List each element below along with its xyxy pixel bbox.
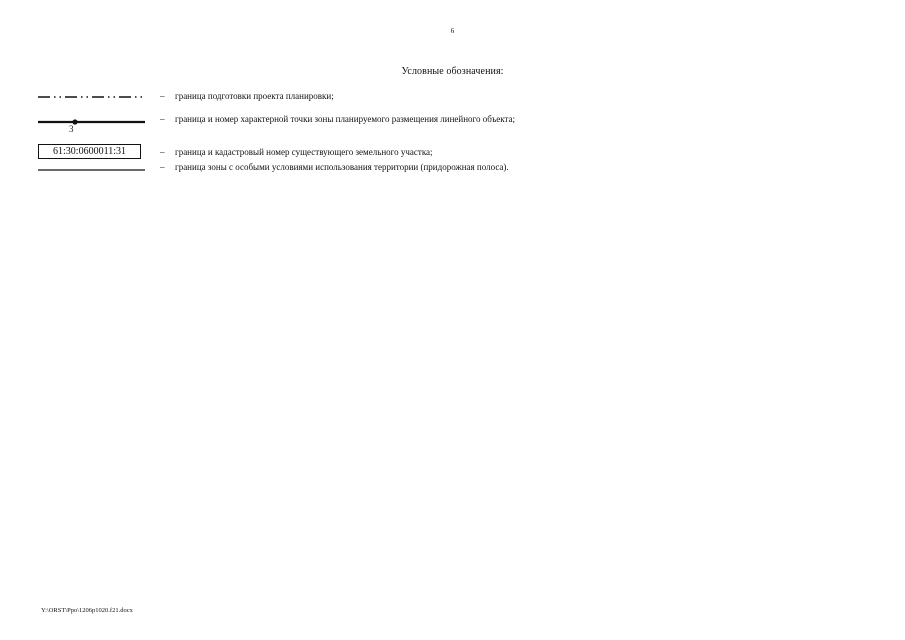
legend-row-linear-object-zone <box>38 114 598 136</box>
legend-description: граница и номер характерной точки зоны планируемого размещения линейного объекта; <box>175 114 516 124</box>
page-number: 6 <box>450 27 455 35</box>
dash-dot-dot-line-icon <box>38 90 148 104</box>
legend-dash: – <box>160 114 165 124</box>
legend-row-cadastral-parcel <box>38 144 598 160</box>
line-with-point-icon <box>38 114 148 128</box>
legend-dash: – <box>160 91 165 101</box>
legend-description: граница зоны с особыми условиями использования территории (придорожная полоса). <box>175 162 509 172</box>
legend-title: Условные обозначения: <box>401 66 504 77</box>
legend-dash: – <box>160 147 165 157</box>
legend-row-roadside-strip <box>38 161 598 175</box>
legend-description: граница подготовки проекта планировки; <box>175 91 334 101</box>
thin-line-icon <box>38 161 148 175</box>
footer-file-path: Y:\ORST\Ppo\1206p1020.f21.docx <box>41 607 133 614</box>
cadastral-box-icon: 61:30:0600011:31 <box>38 144 141 159</box>
legend-description: граница и кадастровый номер существующего земельного участка; <box>175 147 433 157</box>
legend-row-planning-boundary <box>38 90 598 104</box>
legend-dash: – <box>160 162 165 172</box>
point-number: 3 <box>69 124 74 134</box>
